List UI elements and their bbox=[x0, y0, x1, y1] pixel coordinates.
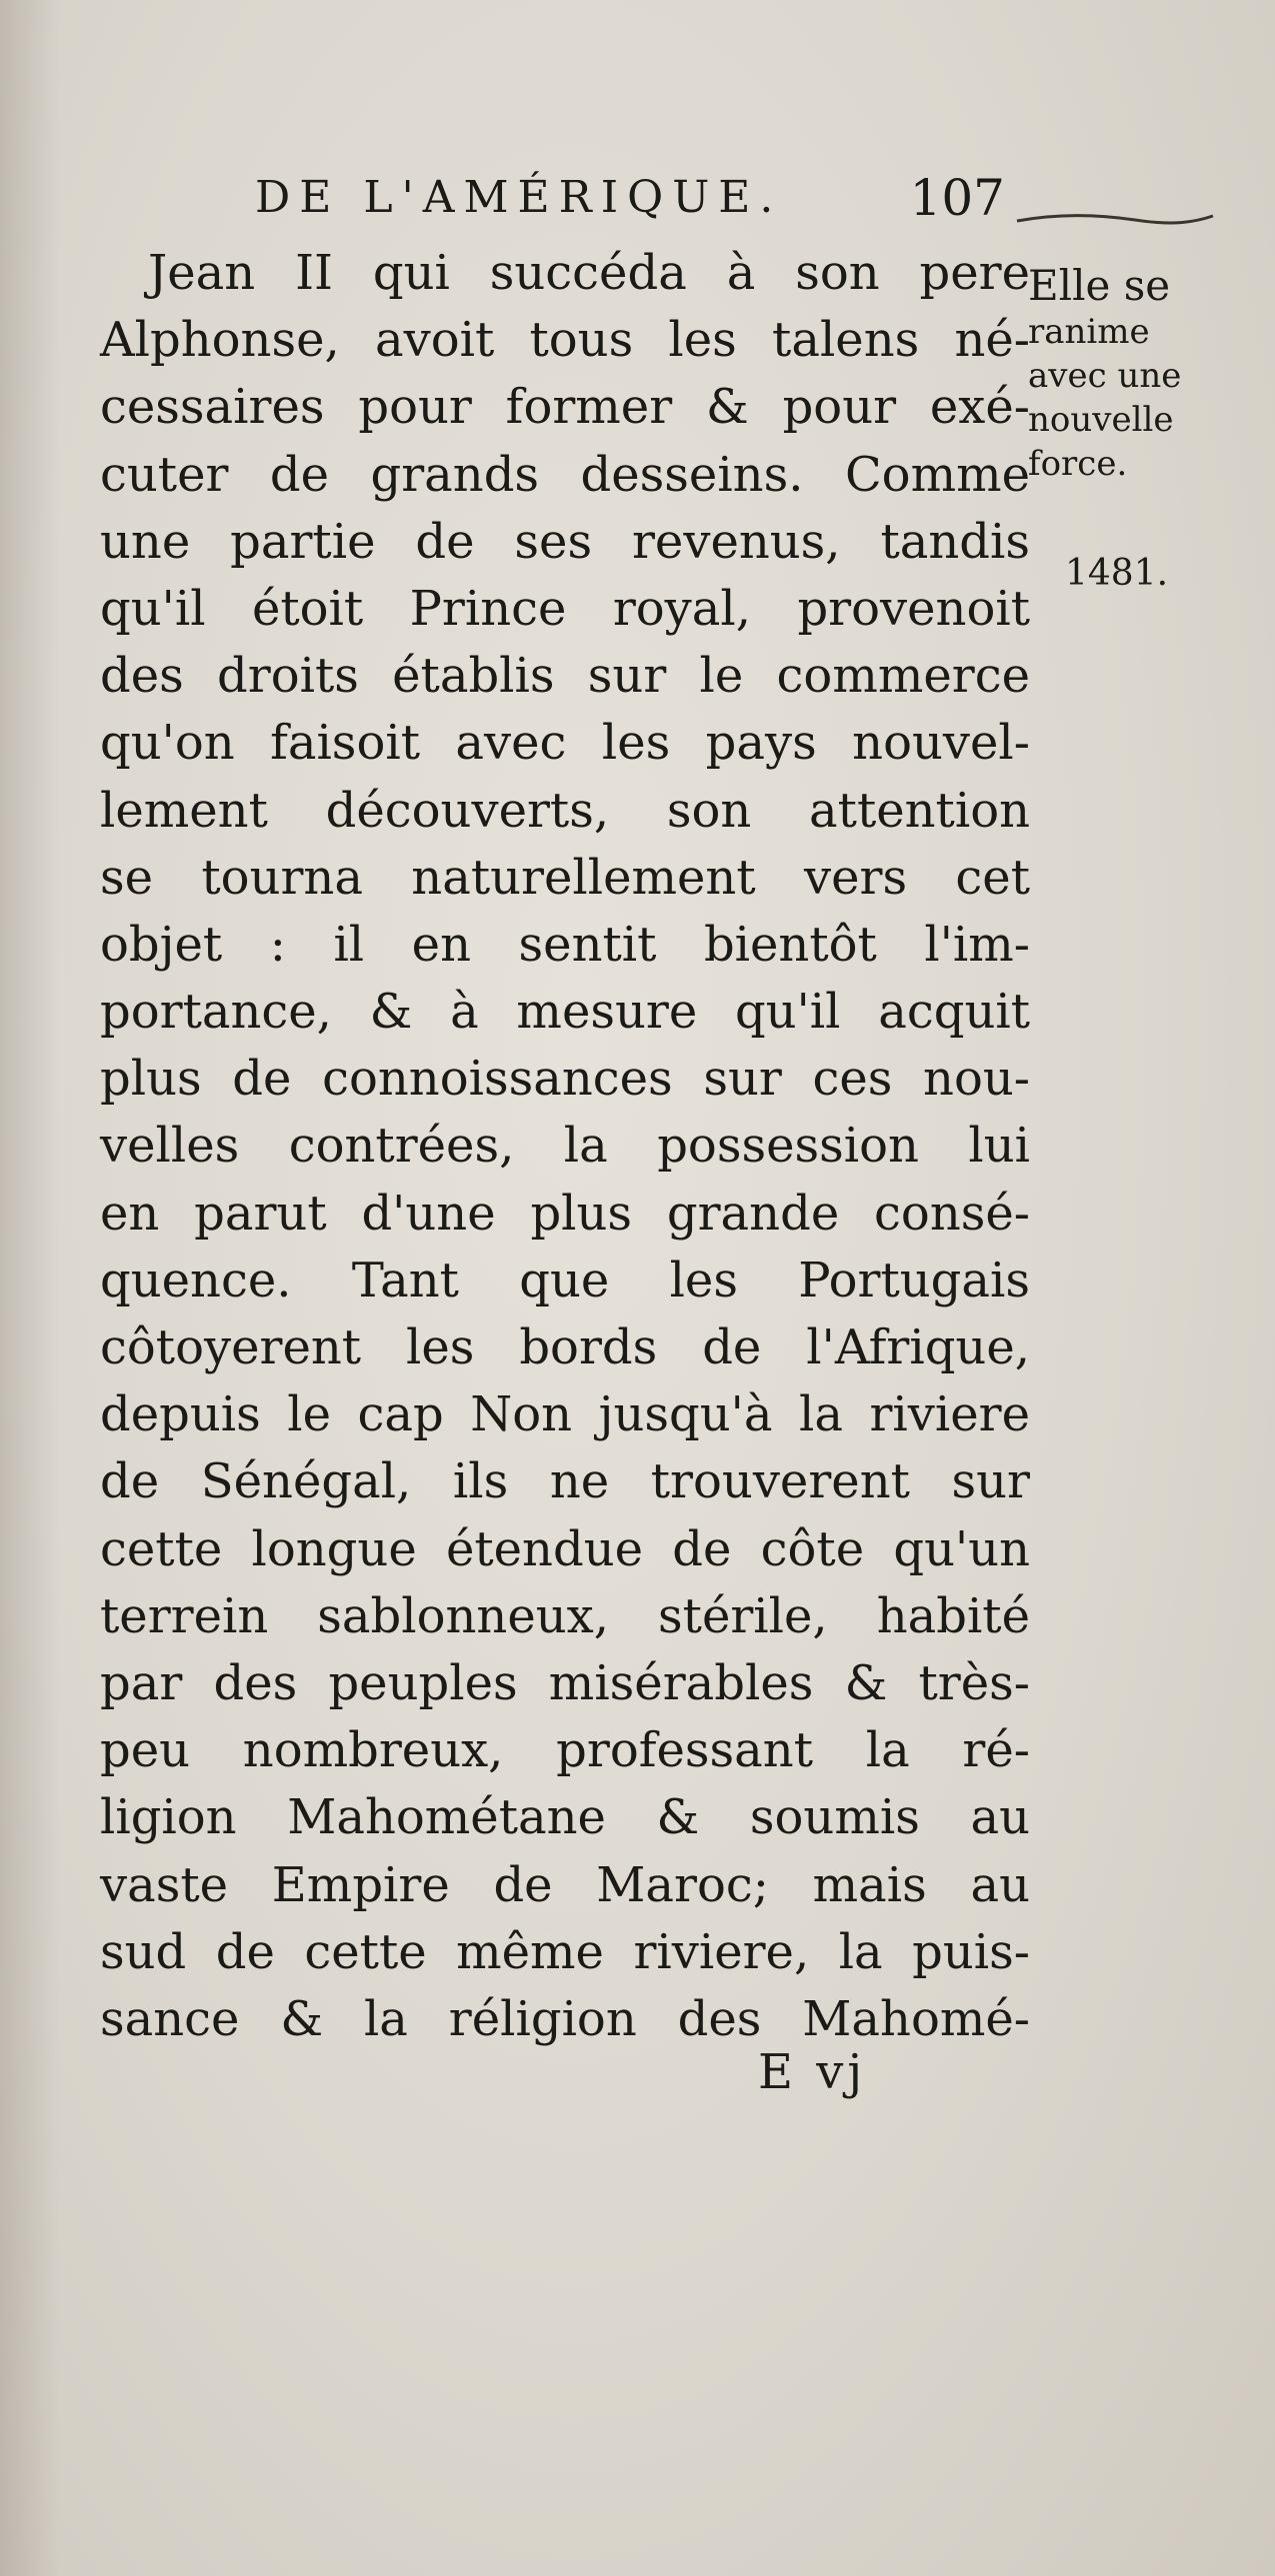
text-line: Alphonse, avoit tous les talens né- bbox=[100, 312, 1030, 369]
text-line: lement découverts, son attention bbox=[100, 782, 1030, 839]
text-line: vaste Empire de Maroc; mais au bbox=[100, 1856, 1030, 1913]
text-line: sance & la réligion des Mahomé- bbox=[100, 1990, 1030, 2047]
text-line: côtoyerent les bords de l'Afrique, bbox=[100, 1319, 1030, 1375]
text-line: des droits établis sur le commerce bbox=[100, 648, 1030, 705]
body-text bbox=[100, 240, 1030, 2047]
page-number: 107 bbox=[909, 169, 1005, 227]
margin-note-line: force. bbox=[1028, 444, 1128, 484]
text-line: qu'il étoit Prince royal, provenoit bbox=[100, 580, 1030, 637]
text-line: Jean II qui succéda à son pere bbox=[148, 245, 1030, 301]
page-header bbox=[255, 168, 1015, 228]
text-line: cuter de grands desseins. Comme bbox=[100, 446, 1030, 503]
text-line: qu'on faisoit avec les pays nouvel- bbox=[100, 715, 1030, 772]
spine-shadow bbox=[0, 0, 60, 2576]
text-line: depuis le cap Non jusqu'à la riviere bbox=[100, 1386, 1030, 1443]
margin-note-line: Elle se bbox=[1028, 261, 1171, 310]
text-line: portance, & à mesure qu'il acquit bbox=[100, 984, 1030, 1041]
text-line: une partie de ses revenus, tandis bbox=[100, 513, 1030, 570]
text-line: velles contrées, la possession lui bbox=[100, 1118, 1030, 1175]
text-line: de Sénégal, ils ne trouverent sur bbox=[100, 1453, 1030, 1510]
text-line: objet : il en sentit bientôt l'im- bbox=[100, 916, 1030, 973]
signature-mark: E vj bbox=[758, 2044, 867, 2100]
margin-note-line: nouvelle bbox=[1028, 400, 1174, 440]
text-line: se tourna naturellement vers cet bbox=[100, 849, 1030, 906]
text-line: terrein sablonneux, stérile, habité bbox=[100, 1587, 1030, 1644]
text-line: par des peuples misérables & très- bbox=[100, 1654, 1030, 1711]
margin-rule-ornament bbox=[1015, 212, 1215, 226]
text-line: sud de cette même riviere, la puis- bbox=[100, 1923, 1030, 1980]
text-line: ligion Mahométane & soumis au bbox=[100, 1789, 1030, 1846]
text-line: cessaires pour former & pour exé- bbox=[100, 379, 1030, 436]
margin-note-line: ranime bbox=[1028, 312, 1150, 352]
margin-note-year: 1481. bbox=[1065, 553, 1169, 594]
text-line: quence. Tant que les Portugais bbox=[100, 1252, 1030, 1308]
text-line: en parut d'une plus grande consé- bbox=[100, 1185, 1030, 1242]
running-head: DE L'AMÉRIQUE. bbox=[255, 172, 783, 223]
margin-note-line: avec une bbox=[1028, 356, 1182, 396]
margin-note bbox=[1028, 262, 1243, 486]
text-line: cette longue étendue de côte qu'un bbox=[100, 1520, 1030, 1577]
text-line: plus de connoissances sur ces nou- bbox=[100, 1051, 1030, 1108]
text-line: peu nombreux, professant la ré- bbox=[100, 1722, 1030, 1779]
